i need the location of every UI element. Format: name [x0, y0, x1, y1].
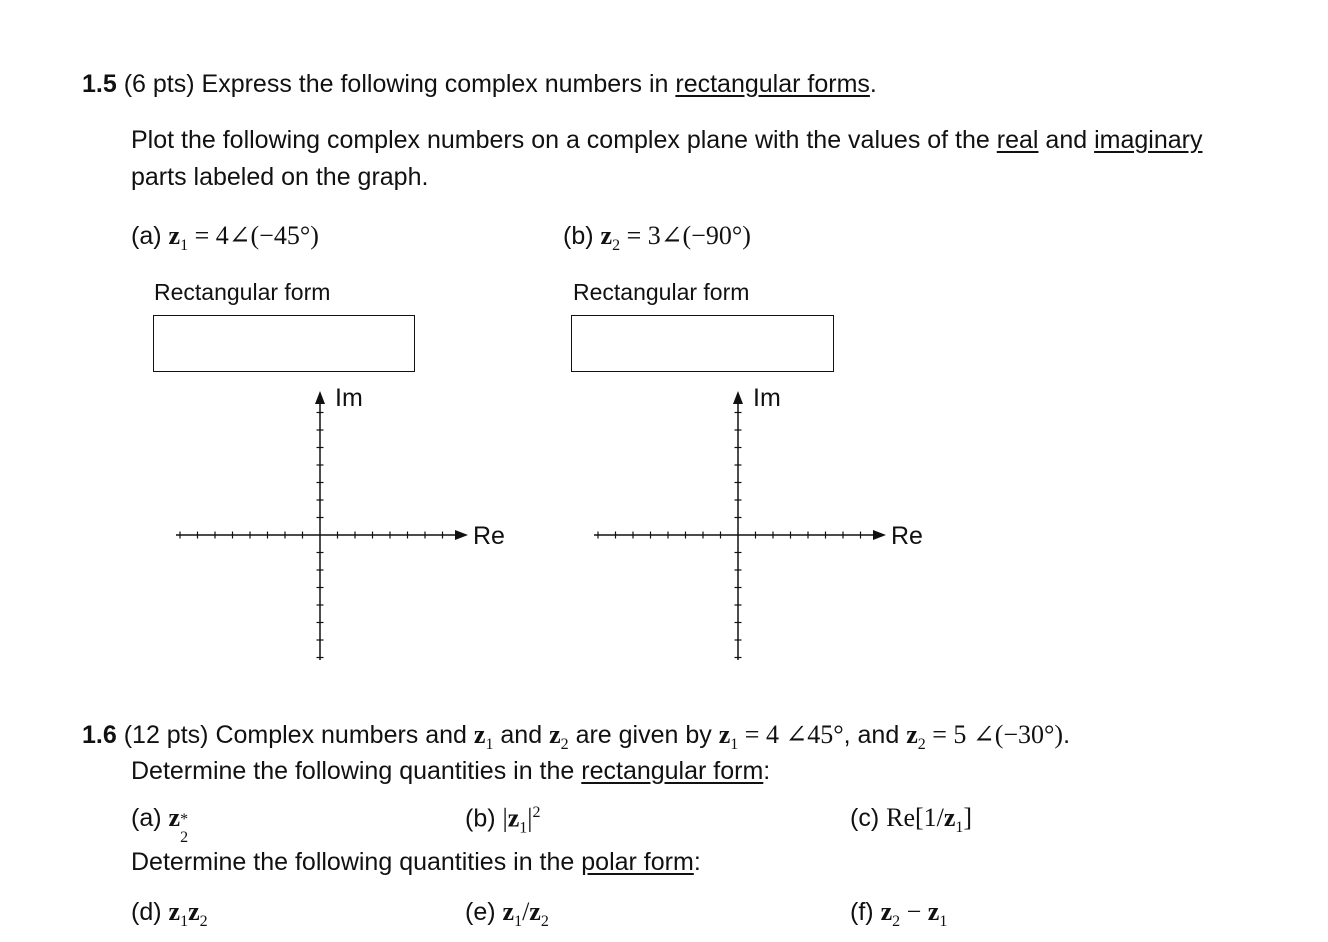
subscript: 1	[180, 237, 189, 254]
re-axis-label: Re	[891, 522, 923, 550]
variable-z1: z	[168, 897, 181, 926]
variable-z2: z	[880, 897, 893, 926]
abs-bar: |	[502, 803, 508, 833]
subscript: 2	[892, 913, 901, 930]
and-text: and	[1045, 126, 1088, 154]
problem-text: Complex numbers and	[215, 721, 467, 749]
z1-value: = 4 ∠45°	[738, 720, 844, 749]
problem-1-6-heading	[82, 722, 1070, 753]
rectangular-form-term: rectangular form	[581, 757, 764, 785]
part-label: (b)	[563, 222, 594, 250]
abs-bar: |	[527, 803, 533, 833]
expression: ]	[963, 803, 973, 832]
item-c	[850, 805, 972, 836]
re-axis-label: Re	[473, 522, 505, 550]
subscript: 2	[180, 829, 189, 846]
instruction-text: Plot the following complex numbers on a complex plane with the values of the	[131, 126, 990, 154]
part-a-box-label: Rectangular form	[154, 279, 331, 305]
variable-z1: z	[473, 720, 486, 749]
real-term: real	[996, 126, 1039, 154]
item-label: (a)	[131, 804, 162, 832]
subscript: 2	[199, 913, 208, 930]
subscript: 2	[540, 913, 549, 930]
item-f	[850, 899, 947, 930]
subscript: 2	[917, 736, 926, 753]
imaginary-axis-arrow-icon	[315, 391, 325, 404]
variable-z2: z	[529, 897, 541, 926]
item-e	[465, 899, 549, 930]
part-label: (a)	[131, 222, 162, 250]
subscript: 1	[514, 913, 523, 930]
variable-z2: z	[188, 897, 200, 926]
subscript: 1	[485, 736, 494, 753]
im-axis-label: Im	[335, 384, 363, 412]
plot-instruction-line2: parts labeled on the graph.	[131, 163, 429, 191]
complex-plane-b	[594, 384, 923, 660]
minus-sign: −	[900, 897, 928, 926]
given-by-text: are given by	[575, 721, 712, 749]
division-slash: /	[522, 897, 530, 926]
period: .	[1063, 721, 1071, 749]
imaginary-term: imaginary	[1094, 126, 1203, 154]
item-a	[131, 803, 190, 846]
item-b	[465, 805, 541, 836]
conjugate-star: *	[180, 811, 189, 828]
subscript: 1	[519, 819, 528, 837]
colon: :	[763, 757, 771, 785]
problem-number: 1.6	[82, 721, 117, 749]
problem-points: (12 pts)	[123, 721, 209, 749]
item-label: (d)	[131, 898, 162, 926]
im-axis-label: Im	[753, 384, 781, 412]
variable-z1: z	[943, 803, 956, 832]
variable-z2: z	[168, 803, 181, 832]
imaginary-axis-arrow-icon	[733, 391, 743, 404]
variable-z1: z	[927, 897, 940, 926]
and-text: , and	[843, 721, 900, 749]
period: .	[869, 70, 877, 98]
item-label: (b)	[465, 804, 496, 833]
subscript: 1	[730, 736, 739, 753]
polar-prompt	[131, 850, 701, 875]
expression: Re[1/	[886, 803, 944, 832]
subscript: 2	[560, 736, 569, 753]
polar-expression: = 3∠(−90°)	[620, 221, 751, 250]
item-label: (f)	[850, 898, 874, 926]
variable-z1: z	[502, 897, 515, 926]
exponent: 2	[532, 804, 541, 821]
prompt-text: Determine the following quantities in the	[131, 757, 575, 785]
colon: :	[693, 848, 701, 876]
polar-expression: = 4∠(−45°)	[188, 221, 319, 250]
item-label: (e)	[465, 898, 496, 926]
item-label: (c)	[850, 804, 880, 832]
subscript: 1	[939, 913, 948, 930]
variable: z	[600, 221, 613, 250]
rectangular-forms-term: rectangular forms	[675, 70, 870, 98]
polar-form-term: polar form	[581, 848, 694, 876]
variable-z2: z	[906, 720, 918, 749]
item-d	[131, 899, 208, 930]
problem-points: (6 pts)	[123, 70, 195, 98]
subscript: 2	[612, 237, 621, 254]
variable-z2: z	[549, 720, 561, 749]
subscript: 1	[180, 913, 189, 930]
complex-plane-a	[176, 384, 505, 660]
and-text: and	[500, 721, 543, 749]
rectangular-prompt	[131, 759, 770, 784]
z2-value: = 5 ∠(−30°)	[925, 720, 1064, 749]
real-axis-arrow-icon	[455, 530, 468, 540]
variable-z1: z	[507, 803, 520, 833]
subscript: 1	[955, 819, 964, 836]
problem-text: Express the following complex numbers in	[201, 70, 669, 98]
part-b-box-label: Rectangular form	[573, 279, 750, 305]
variable-z1: z	[718, 720, 731, 749]
problem-number: 1.5	[82, 70, 117, 98]
real-axis-arrow-icon	[873, 530, 886, 540]
prompt-text: Determine the following quantities in the	[131, 848, 575, 876]
variable: z	[168, 221, 181, 250]
